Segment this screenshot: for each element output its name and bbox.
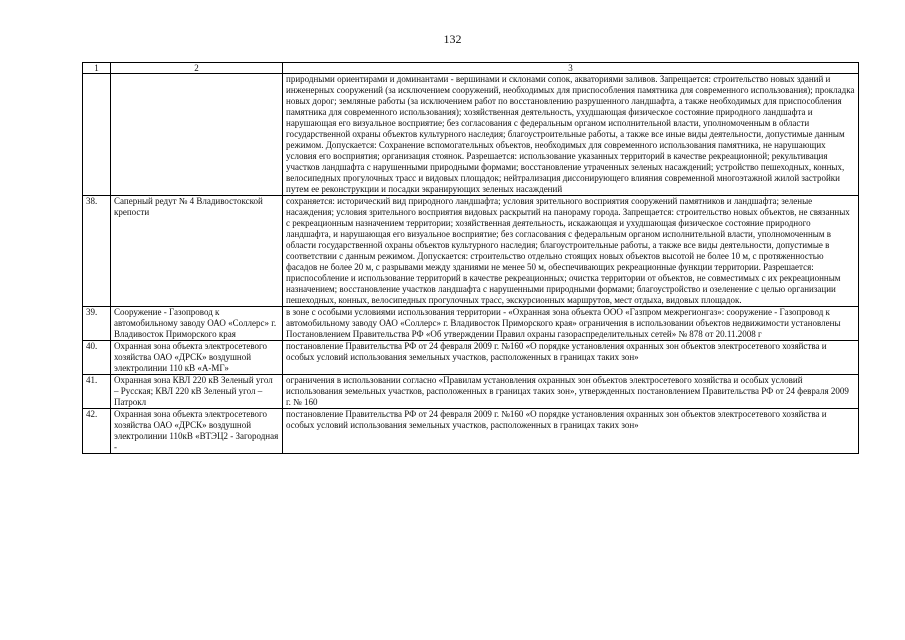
page-number: 132: [443, 32, 462, 46]
row-number: 42.: [83, 409, 111, 454]
column-header-1: 1: [83, 63, 111, 74]
row-number: 41.: [83, 375, 111, 409]
table-body: [83, 74, 859, 454]
column-header-3: 3: [283, 63, 859, 74]
table-row: [83, 74, 859, 196]
header-row: [83, 63, 859, 74]
table-row: [83, 307, 859, 341]
table-row: [83, 375, 859, 409]
row-number: 40.: [83, 341, 111, 375]
regime-description: природными ориентирами и доминантами - вершинами и склонами сопок, акваториями заливов. Запрещается: строительство новых зданий и инженерных сооружений (за исключением сооружений, необходимых для приспособления памятника для современного использования); прокладка новых дорог; земляные работы (за исключением работ по восстановлению разрушенного ландшафта, а также необходимых для приспособления памятника для современного использования); хозяйственная деятельность, ухудшающая физическое состояние природного ландшафта и нарушающая его визуальное восприятие; без согласования с федеральным органом исполнительной власти, уполномоченным в области государственной охраны объектов культурного наследия; благоустроительные работы, а также все иные виды деятельности, допустимые данным режимом. Допускается: Сохранение вспомогательных объектов, необходимых для современного использования памятника, не нарушающих условия его восприятия; организация стоянок. Разрешается: использование указанных территорий в качестве рекреационной; рекультивация участков ландшафта с нарушенными природными формами; восстановление утраченных зеленых насаждений; устройство пешеходных, конных, велосипедных прогулочных трасс и видовых площадок; нейтрализация диссонирующего влияния современной многоэтажной жилой застройки путем ее реконструкции и посадки экранирующих зеленых насаждений: [283, 74, 859, 196]
regime-description: постановление Правительства РФ от 24 февраля 2009 г. №160 «О порядке установления охранных зон объектов электросетевого хозяйства и особых условий использования земельных участков, расположенных в границах таких зон»: [283, 341, 859, 375]
row-number: [83, 74, 111, 196]
regime-description: ограничения в использовании согласно «Правилам установления охранных зон объектов электросетевого хозяйства и особых условий использования земельных участков, расположенных в границах таких зон», утвержденных постановлением Правительства РФ от 24 февраля 2009 г. № 160: [283, 375, 859, 409]
row-number: 38.: [83, 196, 111, 307]
object-name: [111, 74, 283, 196]
object-name: Сооружение - Газопровод к автомобильному заводу ОАО «Соллерс» г. Владивосток Приморского края: [111, 307, 283, 341]
table-header: [83, 63, 859, 74]
table-row: [83, 341, 859, 375]
zones-table: [82, 62, 859, 454]
object-name: Охранная зона объекта электросетевого хозяйства ОАО «ДРСК» воздушной электролинии 110кВ «ВТЭЦ2 - Загородная -: [111, 409, 283, 454]
column-header-2: 2: [111, 63, 283, 74]
object-name: Охранная зона КВЛ 220 кВ Зеленый угол – Русская; КВЛ 220 кВ Зеленый угол – Патрокл: [111, 375, 283, 409]
object-name: Саперный редут № 4 Владивостокской крепости: [111, 196, 283, 307]
table-row: [83, 196, 859, 307]
regime-description: сохраняется: исторический вид природного ландшафта; условия зрительного восприятия сооружений памятников и ландшафта; зеленые насаждения; условия зрительного восприятия видовых раскрытий на панораму города. Запрещается: строительство новых объектов, не связанных с рекреационным назначением территории; хозяйственная деятельность, искажающая и ухудшающая физическое состояние природного ландшафта, и нарушающая его визуальное восприятие; без согласования с федеральным органом исполнительной власти, уполномоченным в области государственной охраны объектов культурного наследия; благоустроительные работы, а также все виды деятельности, допустимые в соответствии с данным режимом. Допускается: строительство отдельно стоящих новых объектов высотой не более 10 м, с протяженностью фасадов не более 20 м, с разрывами между зданиями не менее 50 м, обеспечивающих рекреационные функции территории. Разрешается: приспособление и использование территорий в качестве рекреационных; очистка территории от объектов, не совместимых с их рекреационным назначением; восстановление участков ландшафта с нарушенными природными формами; благоустройство и озеленение с целью организации пешеходных, конных, велосипедных прогулочных трасс, экскурсионных маршрутов, мест отдыха, видовых площадок.: [283, 196, 859, 307]
row-number: 39.: [83, 307, 111, 341]
object-name: Охранная зона объекта электросетевого хозяйства ОАО «ДРСК» воздушной электролинии 110 кВ «А-МГ»: [111, 341, 283, 375]
regime-description: в зоне с особыми условиями использования территории - «Охранная зона объекта ООО «Газпром межрегионгаз»: сооружение - Газопровод к автомобильному заводу ОАО «Соллерс» г. Владивосток Приморского края» ограничения в использовании объектов недвижимости установлены Постановлением Правительства РФ «Об утверждении Правил охраны газораспределительных сетей» № 878 от 20.11.2008 г: [283, 307, 859, 341]
regime-description: постановление Правительства РФ от 24 февраля 2009 г. №160 «О порядке установления охранных зон объектов электросетевого хозяйства и особых условий использования земельных участков, расположенных в границах таких зон»: [283, 409, 859, 454]
table-row: [83, 409, 859, 454]
